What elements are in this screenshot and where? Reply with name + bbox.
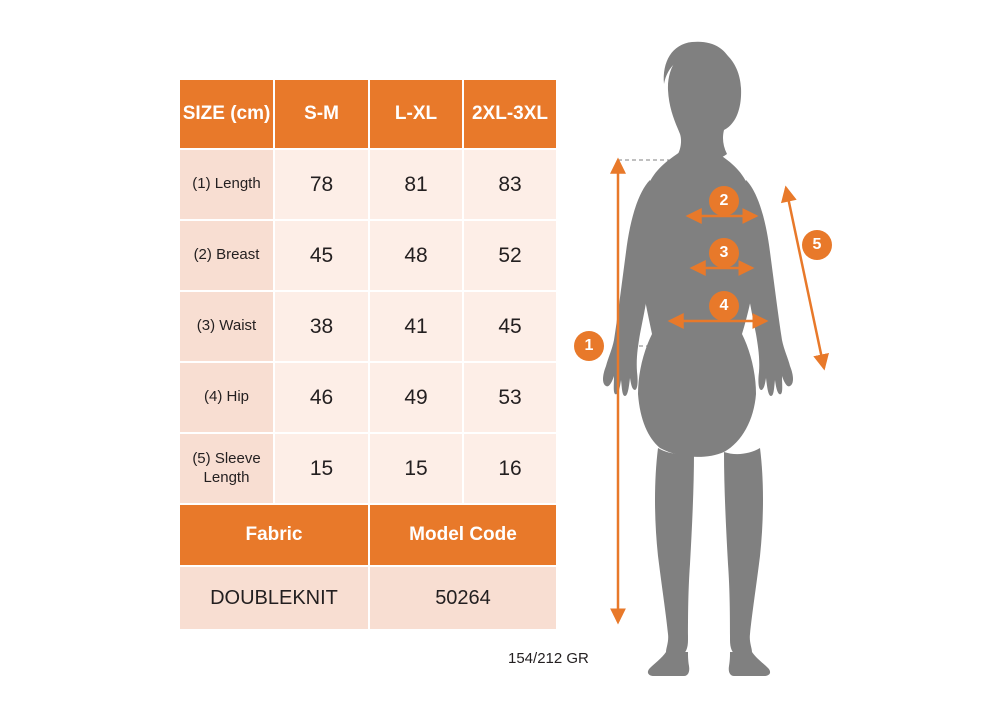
size-chart-table bbox=[178, 78, 558, 631]
cell-waist-2xl-3xl: 45 bbox=[463, 291, 557, 362]
table-header-row bbox=[179, 79, 557, 149]
measure-badge-1: 1 bbox=[574, 331, 604, 361]
cell-breast-s-m: 45 bbox=[274, 220, 369, 291]
table-row bbox=[179, 362, 557, 433]
table-row bbox=[179, 220, 557, 291]
cell-waist-s-m: 38 bbox=[274, 291, 369, 362]
footer-value-model-code: 50264 bbox=[369, 566, 557, 630]
footer-value-fabric: DOUBLEKNIT bbox=[179, 566, 369, 630]
row-label-length: (1) Length bbox=[179, 149, 274, 220]
table-footer-header-row bbox=[179, 504, 557, 566]
cell-sleeve-2xl-3xl: 16 bbox=[463, 433, 557, 504]
measure-badge-3: 3 bbox=[709, 238, 739, 268]
cell-length-l-xl: 81 bbox=[369, 149, 463, 220]
weight-note: 154/212 GR bbox=[508, 650, 589, 667]
measurement-figure bbox=[584, 28, 896, 678]
cell-hip-l-xl: 49 bbox=[369, 362, 463, 433]
table-row bbox=[179, 291, 557, 362]
cell-length-s-m: 78 bbox=[274, 149, 369, 220]
table-row bbox=[179, 433, 557, 504]
cell-length-2xl-3xl: 83 bbox=[463, 149, 557, 220]
column-header-size: SIZE (cm) bbox=[179, 79, 274, 149]
cell-sleeve-l-xl: 15 bbox=[369, 433, 463, 504]
row-label-hip: (4) Hip bbox=[179, 362, 274, 433]
row-label-waist: (3) Waist bbox=[179, 291, 274, 362]
cell-breast-l-xl: 48 bbox=[369, 220, 463, 291]
cell-waist-l-xl: 41 bbox=[369, 291, 463, 362]
table-footer-value-row bbox=[179, 566, 557, 630]
column-header-2xl-3xl: 2XL-3XL bbox=[463, 79, 557, 149]
cell-breast-2xl-3xl: 52 bbox=[463, 220, 557, 291]
footer-header-fabric: Fabric bbox=[179, 504, 369, 566]
footer-header-model-code: Model Code bbox=[369, 504, 557, 566]
measure-badge-4: 4 bbox=[709, 291, 739, 321]
row-label-sleeve-length: (5) Sleeve Length bbox=[179, 433, 274, 504]
measure-badge-2: 2 bbox=[709, 186, 739, 216]
cell-hip-s-m: 46 bbox=[274, 362, 369, 433]
column-header-l-xl: L-XL bbox=[369, 79, 463, 149]
cell-hip-2xl-3xl: 53 bbox=[463, 362, 557, 433]
measure-arrow-sleeve bbox=[786, 188, 824, 368]
female-silhouette-icon bbox=[603, 42, 793, 676]
silhouette-diagram bbox=[596, 28, 896, 678]
table-row bbox=[179, 149, 557, 220]
column-header-s-m: S-M bbox=[274, 79, 369, 149]
measure-badge-5: 5 bbox=[802, 230, 832, 260]
cell-sleeve-s-m: 15 bbox=[274, 433, 369, 504]
row-label-breast: (2) Breast bbox=[179, 220, 274, 291]
